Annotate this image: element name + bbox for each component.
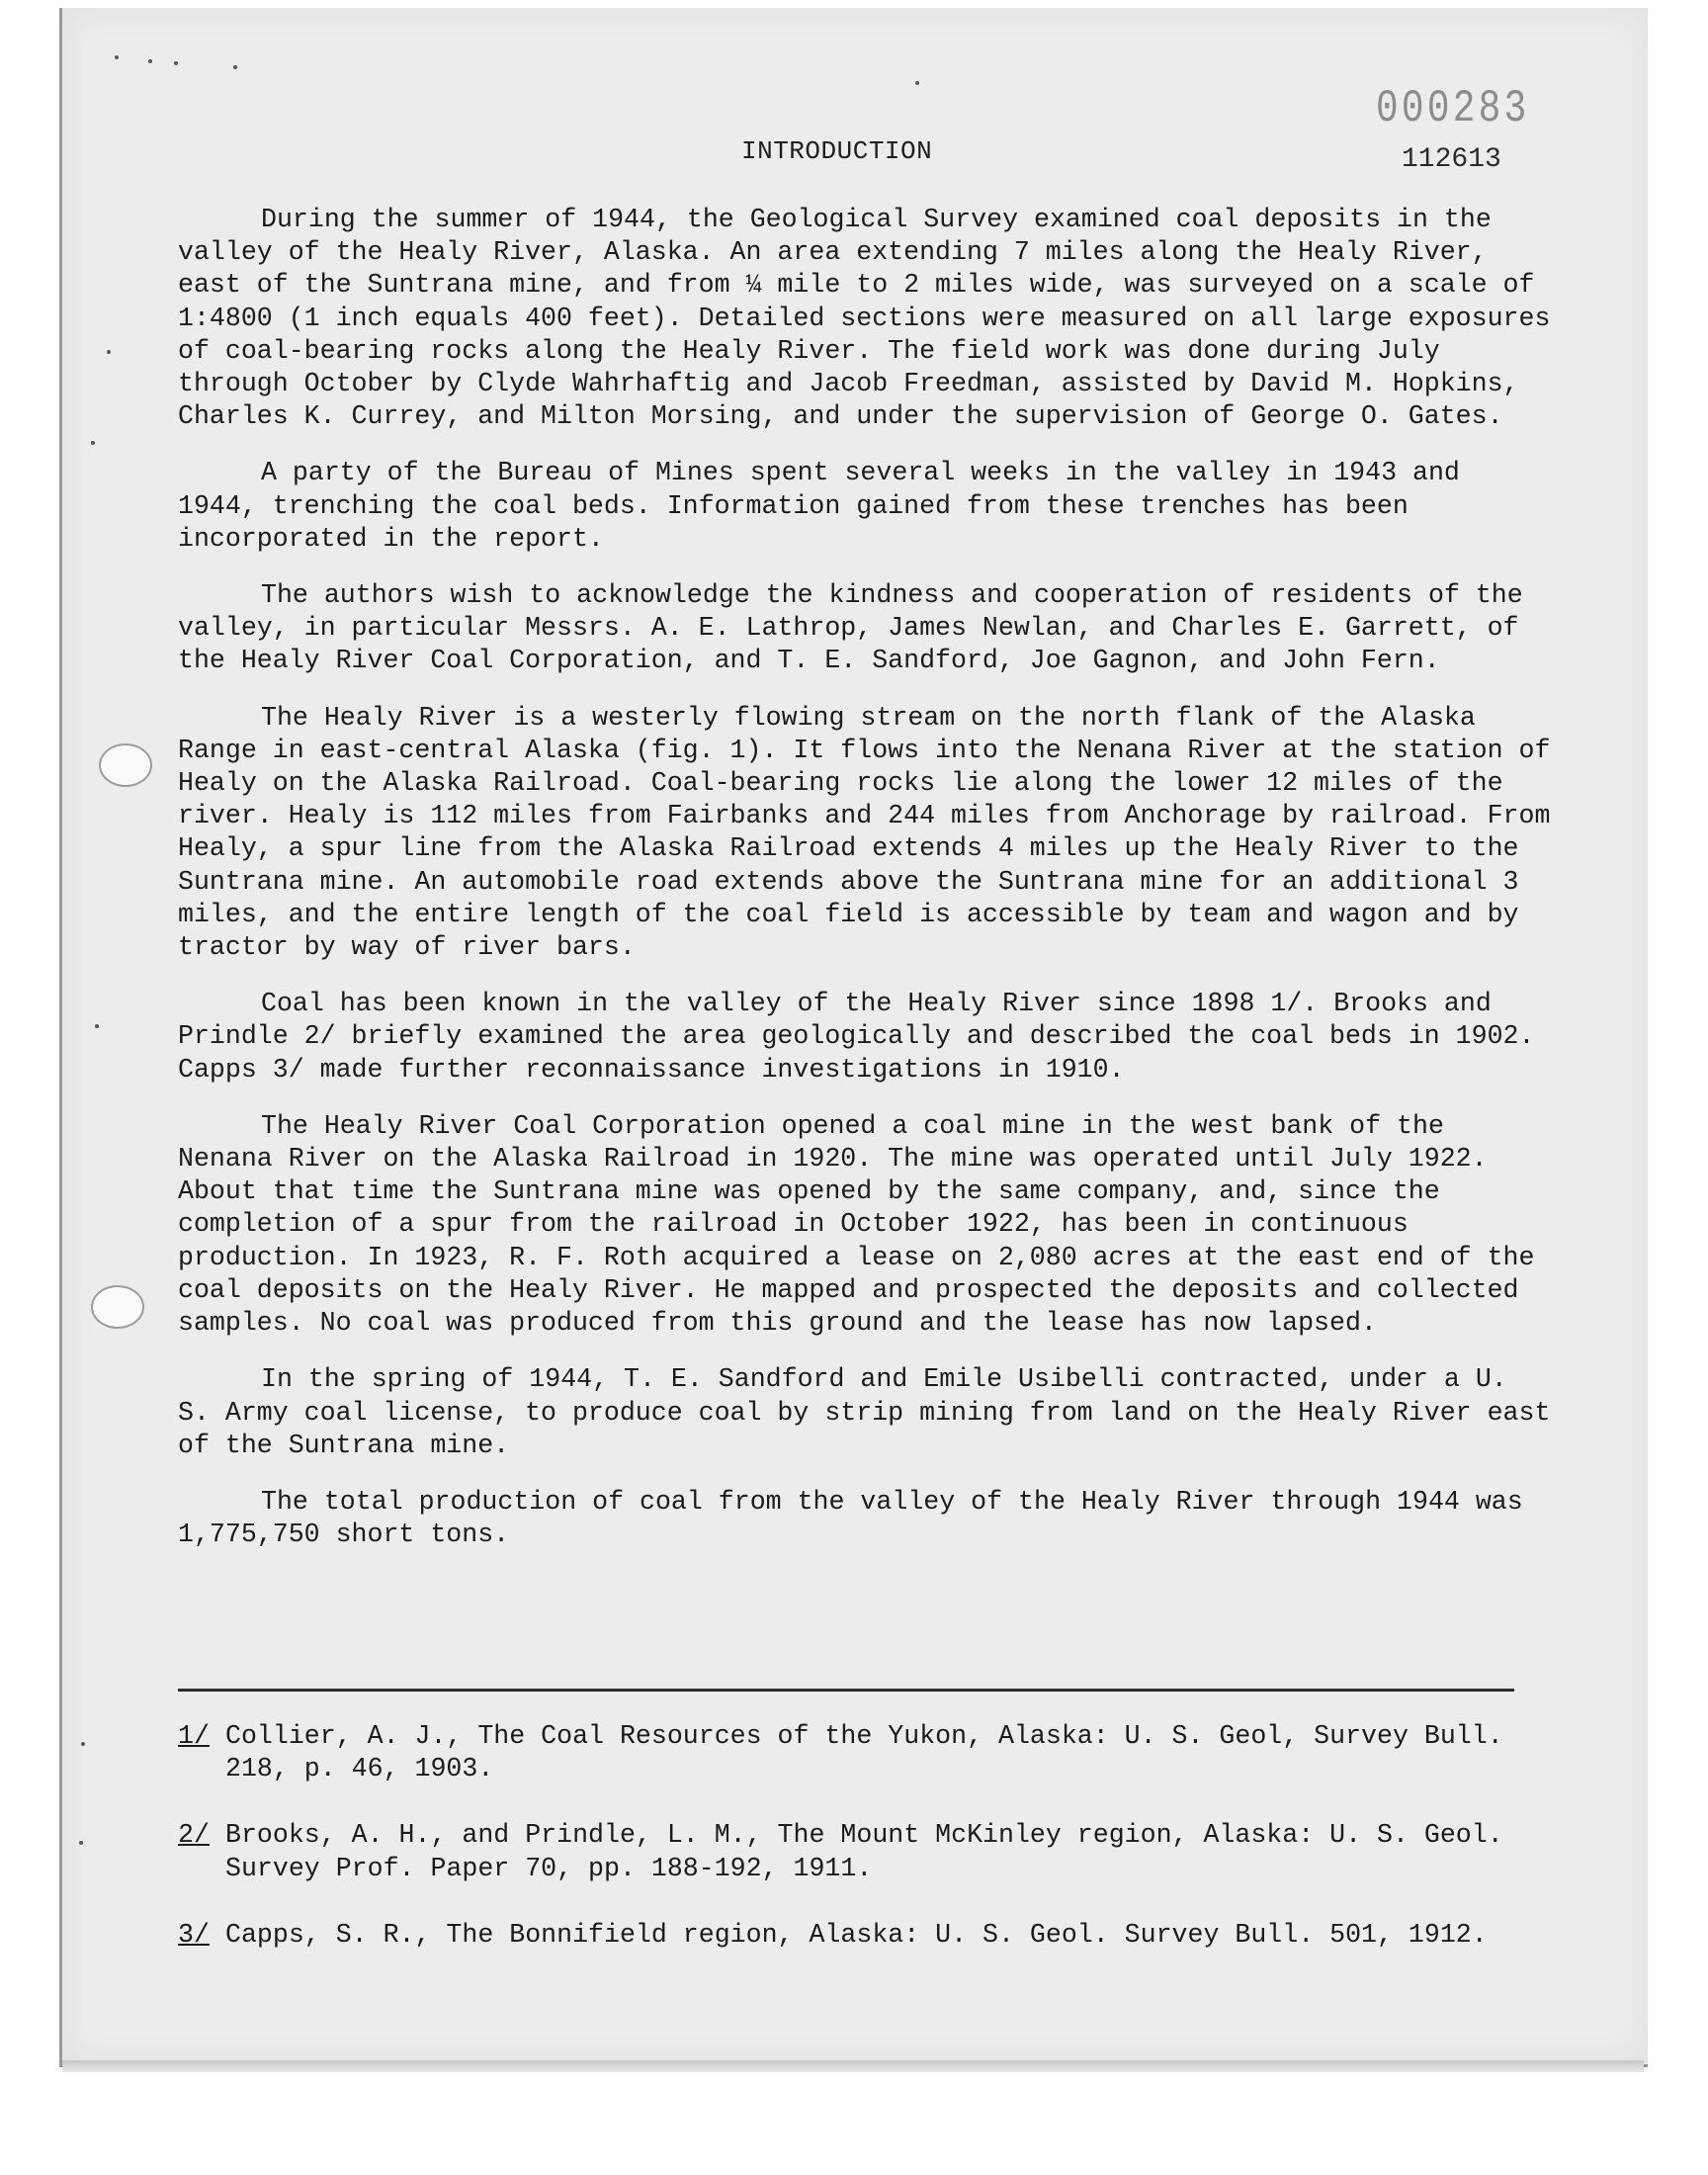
paragraph: A party of the Bureau of Mines spent several weeks in the valley in 1943 and 1944, trenching the coal beds. Information gained from these trenches has been incorporated in the report. — [178, 458, 1460, 554]
footnote — [178, 1919, 1562, 1952]
speck — [148, 59, 152, 63]
paragraph: The Healy River is a westerly flowing stream on the north flank of the Alaska Range in east-central Alaska (fig. 1). It flows into the Nenana River at the station of Healy on the Alaska Railroad. Coal-bearing rocks lie along the lower 12 miles of the river. Healy is 112 miles from Fairbanks and 244 miles from Anchorage by railroad. From Healy, a spur line from the Alaska Railroad extends 4 miles up the Healy River to the Suntrana mine. An automobile road extends above the Suntrana mine for an additional 3 miles, and the entire length of the coal field is accessible by team and wagon and by tractor by way of river bars. — [178, 702, 1551, 963]
paragraph: The authors wish to acknowledge the kindness and cooperation of residents of the valley, in particular Messrs. A. E. Lathrop, James Newlan, and Charles E. Garrett, of the Healy River Coal Corporation, and T. E. Sandford, Joe Gagnon, and John Fern. — [178, 580, 1523, 676]
speck — [233, 65, 237, 69]
speck — [115, 55, 119, 59]
body-text — [178, 204, 1552, 1575]
speck — [174, 61, 178, 65]
footnotes — [178, 1720, 1562, 1985]
stamp-number: 000283 — [1376, 83, 1530, 134]
punch-hole-upper — [99, 743, 152, 787]
footnote — [178, 1819, 1562, 1884]
paragraph: During the summer of 1944, the Geological Survey examined coal deposits in the valley of the Healy River, Alaska. An area extending 7 miles along the Healy River, east of the Suntrana mine, and from ¼ mile to 2 miles wide, was surveyed on a scale of 1:4800 (1 inch equals 400 feet). Detailed sections were measured on all large exposures of coal-bearing rocks along the Healy River. The field work was done during July through October by Clyde Wahrhaftig and Jacob Freedman, assisted by David M. Hopkins, Charles K. Currey, and Milton Morsing, and under the supervision of George O. Gates. — [178, 205, 1551, 432]
page-shadow — [62, 2060, 1644, 2072]
speck — [81, 1742, 85, 1746]
footnote-mark: 2/ — [178, 1820, 210, 1851]
footnote-mark: 1/ — [178, 1721, 210, 1751]
paragraph: The Healy River Coal Corporation opened a coal mine in the west bank of the Nenana River on the Alaska Railroad in 1920. The mine was operated until July 1922. About that time the Suntrana mine was opened by the same company, and, since the completion of a spur from the railroad in October 1922, has been in continuous production. In 1923, R. F. Roth acquired a lease on 2,080 acres at the east end of the coal deposits on the Healy River. He mapped and prospected the deposits and collected samples. No coal was produced from this ground and the lease has now lapsed. — [178, 1110, 1535, 1339]
paragraph: Coal has been known in the valley of the Healy River since 1898 1/. Brooks and Prindle 2/ briefly examined the area geologically and described the coal beds in 1902. Capps 3/ made further reconnaissance investigations in 1910. — [178, 989, 1535, 1085]
footnote-mark: 3/ — [178, 1919, 210, 1950]
paragraph: The total production of coal from the valley of the Healy River through 1944 was 1,775,750 short tons. — [178, 1486, 1523, 1550]
paragraph: In the spring of 1944, T. E. Sandford and Emile Usibelli contracted, under a U. S. Army coal license, to produce coal by strip mining from land on the Healy River east of the Suntrana mine. — [178, 1364, 1551, 1460]
footnote-text: Capps, S. R., The Bonnifield region, Alaska: U. S. Geol. Survey Bull. 501, 1912. — [225, 1919, 1488, 1950]
speck — [79, 1841, 83, 1845]
footnote — [178, 1720, 1562, 1785]
footnote-divider — [178, 1689, 1514, 1692]
speck — [107, 350, 111, 354]
footnote-text: Brooks, A. H., and Prindle, L. M., The Mount McKinley region, Alaska: U. S. Geol. Survey Prof. Paper 70, pp. 188-192, 1911. — [225, 1820, 1503, 1883]
speck — [95, 1024, 99, 1028]
punch-hole-lower — [91, 1285, 144, 1329]
speck — [91, 441, 95, 445]
page-title: INTRODUCTION — [741, 136, 933, 166]
document-number: 112613 — [1402, 144, 1501, 175]
speck — [915, 81, 919, 85]
footnote-text: Collier, A. J., The Coal Resources of the Yukon, Alaska: U. S. Geol, Survey Bull. 218, p. 46, 1903. — [225, 1721, 1503, 1784]
